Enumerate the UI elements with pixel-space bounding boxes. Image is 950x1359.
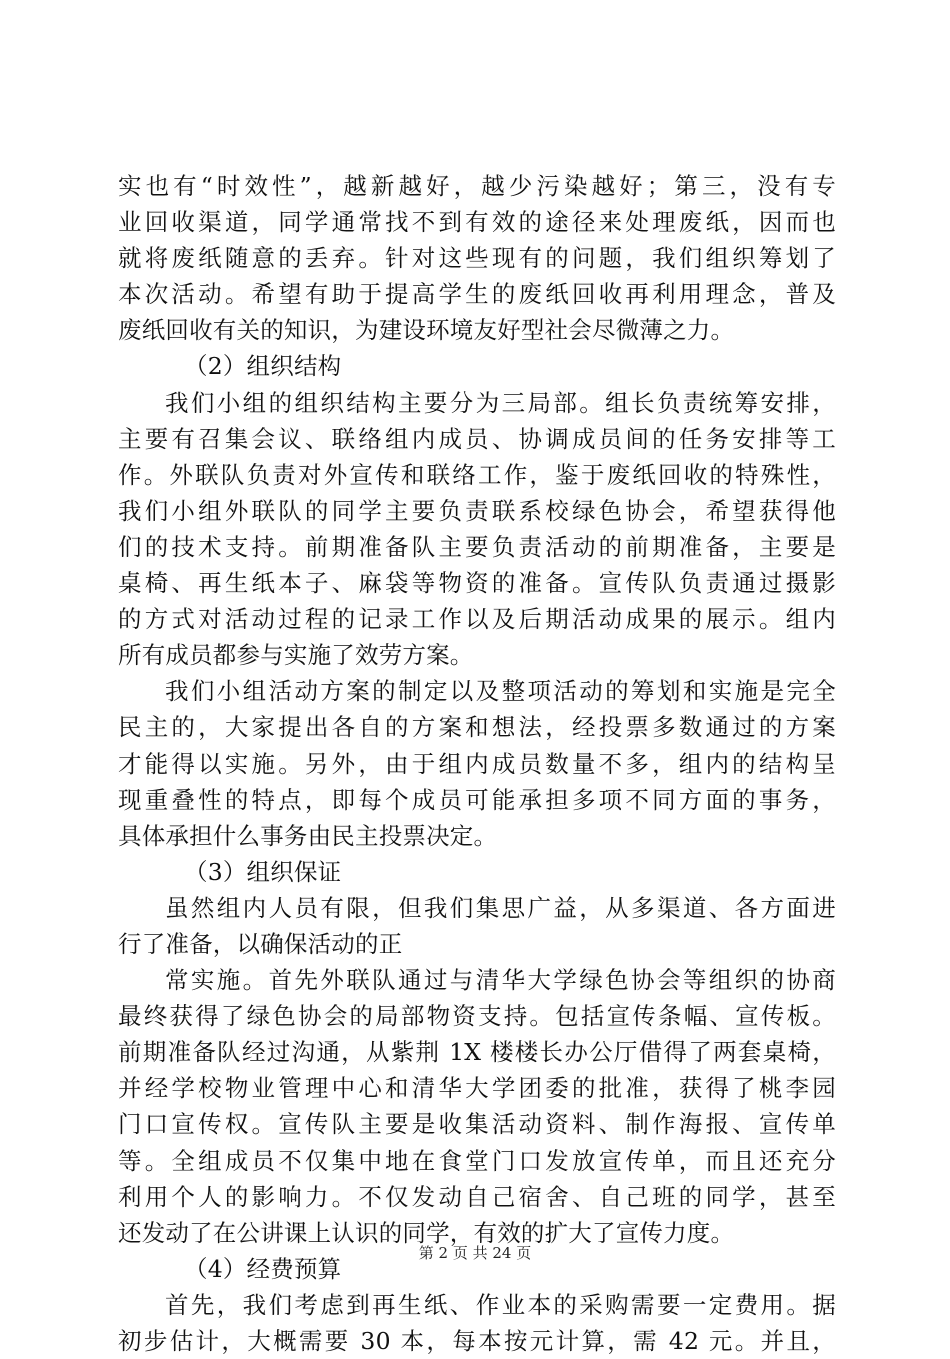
- paragraph-line: 虽然组内人员有限，但我们集思广益，从多渠道、各方面进: [165, 893, 836, 922]
- paragraph-line: 就将废纸随意的丢弃。针对这些现有的问题，我们组织筹划了: [118, 244, 836, 273]
- paragraph-line: 具体承担什么事务由民主投票决定。: [118, 821, 498, 850]
- paragraph-line: 才能得以实施。另外，由于组内成员数量不多，组内的结构呈: [118, 749, 836, 778]
- paragraph-line: 作。外联队负责对外宣传和联络工作，鉴于废纸回收的特殊性，: [118, 460, 836, 489]
- paragraph-line: 我们小组外联队的同学主要负责联系校绿色协会，希望获得他: [118, 496, 836, 525]
- paragraph-line: 前期准备队经过沟通，从紫荆 1X 楼楼长办公厅借得了两套桌椅，: [118, 1038, 836, 1067]
- paragraph-line: 首先，我们考虑到再生纸、作业本的采购需要一定费用。据: [165, 1290, 836, 1319]
- paragraph-line: 常实施。首先外联队通过与清华大学绿色协会等组织的协商: [165, 966, 836, 995]
- paragraph-line: 实也有“时效性”，越新越好，越少污染越好；第三，没有专: [118, 172, 836, 200]
- paragraph-line: 行了准备，以确保活动的正: [118, 929, 403, 958]
- paragraph-line: 等。全组成员不仅集中地在食堂门口发放宣传单，而且还充分: [118, 1146, 836, 1175]
- paragraph-line: 本次活动。希望有助于提高学生的废纸回收再利用理念，普及: [118, 280, 836, 309]
- paragraph-line: 初步估计，大概需要 30 本，每本按元计算，需 42 元。并且，: [118, 1327, 836, 1355]
- paragraph-line: 们的技术支持。前期准备队主要负责活动的前期准备，主要是: [118, 532, 836, 561]
- document-body: [118, 168, 836, 1359]
- paragraph-line: 民主的，大家提出各自的方案和想法，经投票多数通过的方案: [118, 713, 836, 742]
- paragraph-line: 的方式对活动过程的记录工作以及后期活动成果的展示。组内: [118, 605, 836, 634]
- paragraph-line: 我们小组的组织结构主要分为三局部。组长负责统筹安排，: [165, 388, 836, 417]
- page-footer: 第 2 页 共 24 页: [418, 1244, 532, 1262]
- paragraph-line: 主要有召集会议、联络组内成员、协调成员间的任务安排等工: [118, 424, 836, 453]
- paragraph-line: 最终获得了绿色协会的局部物资支持。包括宣传条幅、宣传板。: [118, 1002, 836, 1031]
- paragraph-line: 利用个人的影响力。不仅发动自己宿舍、自己班的同学，甚至: [118, 1182, 836, 1211]
- paragraph-line: 业回收渠道，同学通常找不到有效的途径来处理废纸，因而也: [118, 208, 836, 237]
- paragraph-line: 现重叠性的特点，即每个成员可能承担多项不同方面的事务，: [118, 785, 836, 814]
- section-heading: （4）经费预算: [184, 1254, 342, 1283]
- section-heading: （3）组织保证: [184, 857, 342, 886]
- paragraph-line: 所有成员都参与实施了效劳方案。: [118, 641, 474, 670]
- paragraph-line: 并经学校物业管理中心和清华大学团委的批准，获得了桃李园: [118, 1074, 836, 1103]
- section-heading: （2）组织结构: [184, 352, 342, 381]
- paragraph-line: 我们小组活动方案的制定以及整项活动的筹划和实施是完全: [165, 677, 836, 706]
- paragraph-line: 门口宣传权。宣传队主要是收集活动资料、制作海报、宣传单: [118, 1110, 836, 1139]
- paragraph-line: 还发动了在公讲课上认识的同学，有效的扩大了宣传力度。: [118, 1218, 735, 1247]
- paragraph-line: 废纸回收有关的知识，为建设环境友好型社会尽微薄之力。: [118, 316, 735, 345]
- paragraph-line: 桌椅、再生纸本子、麻袋等物资的准备。宣传队负责通过摄影: [118, 569, 836, 598]
